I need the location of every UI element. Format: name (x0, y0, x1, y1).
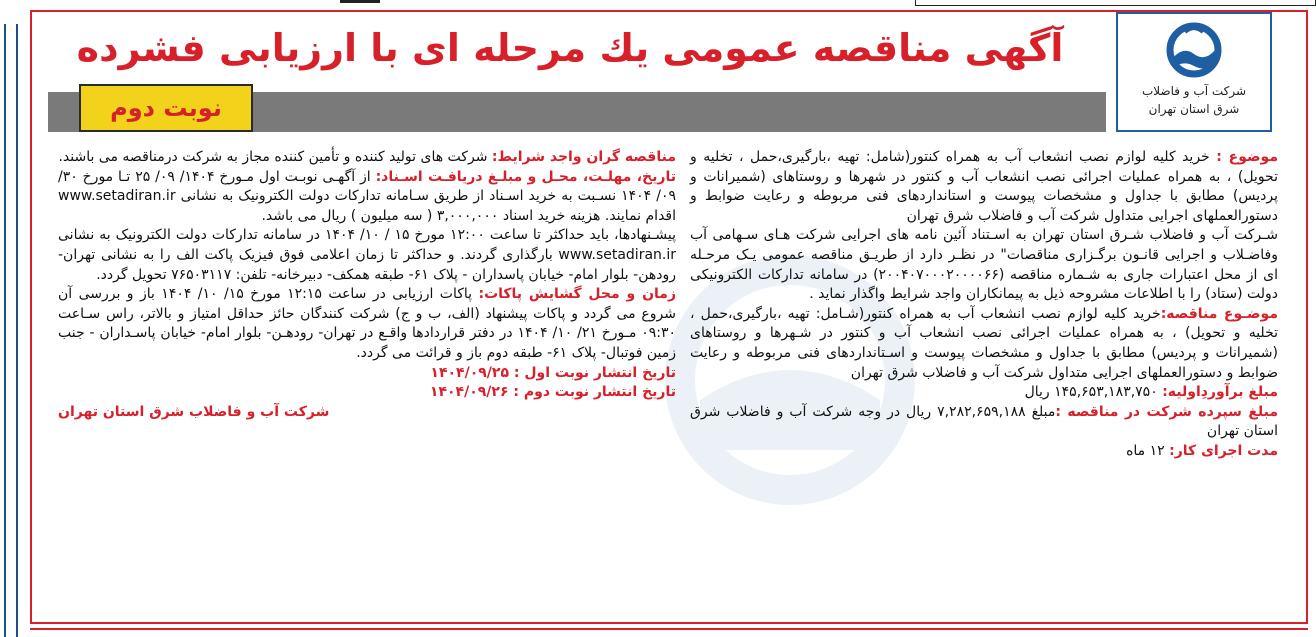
estimate-text: ۱۴۵,۶۵۳,۱۸۳,۷۵۰ ریال (1024, 384, 1163, 401)
opening-text: پاکات ارزیابی در ساعت ۱۲:۱۵ مورخ ۱۵/ ۱۰/ ۱۴۰۴ باز و بررسی آن شروع می گردد و پاکات پیشنهاد (الف، ب و ج) شرکت کنندگان حائز حداقل امتیاز و بالاتر، راس سـاعت ۰۹:۳۰ مـورخ ۲۱/ ۱۰/ ۱۴۰۴ در دفتر قراردادها واقـع در تهران- رودهـن- بلوار امام- خیابان پاسـداران - جنب زمین فوتبال- پلاک ۶۱- طبقه دوم باز و قرائت می گردد. (58, 286, 677, 361)
subject-paragraph (690, 148, 1278, 226)
adjacent-column-edge (4, 24, 18, 637)
first-publication-paragraph (58, 364, 676, 384)
tender-subject-paragraph (690, 305, 1278, 383)
second-round-badge: نوبت دوم (79, 84, 253, 132)
company-logo-box (1116, 12, 1272, 132)
documents-text: از آگهـی نوبـت اول مـورخ ۱۴۰۴/ ۰۹/ ۲۵ تـا مورخ ۳۰/ ۰۹/ ۱۴۰۴ نسـبت به خرید اسـناد از طریق سـامانه تدارکات دولت الکترونیک به نشانی www.setadiran.ir اقدام نمایند. هزینه خرید اسناد ۳,۰۰۰,۰۰۰ ( سه میلیون ) ریال می باشد. (58, 168, 676, 224)
eligible-label: مناقصه گران واجد شرایط: (491, 149, 676, 165)
documents-paragraph (58, 168, 676, 227)
water-drop-logo-icon (1159, 20, 1229, 82)
intro-paragraph (690, 226, 1278, 304)
right-column (690, 148, 1278, 462)
first-publication-date: ۱۴۰۴/۰۹/۲۵ (430, 364, 514, 381)
signature-paragraph (58, 403, 676, 423)
eligible-paragraph (58, 148, 676, 168)
submission-paragraph (58, 226, 676, 285)
subject-label: موضوع : (1216, 149, 1278, 165)
second-publication-paragraph (58, 383, 676, 403)
second-publication-label: تاریخ انتشار نوبت دوم : (513, 384, 676, 401)
top-rule-left (340, 0, 380, 3)
subject-text: خرید کلیه لوازم نصب انشعاب آب به همراه کنتور(شامل: تهیه ،بارگیری،حمل ، تخلیه و تحویل) ، به همراه عملیات اجرائی نصب انشعاب آب و کنتور در شهرها و روستاهای (شمیرانات و پردیس) مطابق با جداول و مشخصات پیوست و استانداردهای فنی مربوطه و رعایت ضوابط و دستورالعملهای اجرایی متداول شرکت آب و فاضلاب شرق تهران (690, 149, 1278, 224)
first-publication-label: تاریخ انتشار نوبت اول : (513, 364, 676, 381)
bottom-rule (30, 628, 1308, 630)
eligible-text: شرکت های تولید کننده و تأمین کننده مجاز به شرکت درمناقصه می باشند. (58, 149, 492, 165)
logo-caption-line2: شرق استان تهران (1148, 102, 1240, 116)
duration-text: ۱۲ ماه (1126, 442, 1170, 459)
tender-subject-label: موضـوع مناقصه: (1160, 305, 1278, 322)
left-margin (0, 24, 20, 637)
left-column (58, 148, 676, 422)
deposit-paragraph (690, 403, 1278, 442)
tender-subject-text: خرید کلیه لوازم نصب انشعاب آب به همراه کنتور(شـامل: تهیه ،بارگیری،حمل ، تخلیه و تحویل) ، به همراه عملیات اجرائی نصب انشعاب آب و کنتور در شـهرها و روستاهای (شمیرانات و پردیس) مطابق با جداول و مشخصات پیوست و اسـتانداردهای فنی مربوطه و رعایت ضوابط و دستورالعملهای اجرایی متداول شرکت آب و فاضلاب شرق تهران (690, 305, 1278, 381)
duration-paragraph (690, 442, 1278, 462)
documents-label: تاریخ، مهلـت، محـل و مبلـغ دریافـت اسـناد: (375, 168, 676, 185)
opening-label: زمان و محل گشایش پاکات: (478, 286, 676, 303)
top-rule-right (915, 0, 1316, 6)
advert-title: آگهی مناقصه عمومی یك مرحله ای با ارزیابی فشرده (76, 26, 1064, 70)
opening-paragraph (58, 285, 676, 363)
deposit-label: مبلغ سپرده شرکت در مناقصه : (1055, 403, 1278, 420)
intro-text: شـرکت آب و فاضلاب شـرق استان تهران به اسـتناد آئین نامه های اجرایی شرکت هـای سـهامی آب وفاضـلاب و اجرایی قانـون برگـزاری مناقصات" در نظـر دارد از طریـق مناقصه عمومی یـک مرحـله ای از محل اعتبارات جاری به شـماره مناقصه (۲۰۰۴۰۷۰۰۰۲۰۰۰۰۶۶) در سامانه تدارکات الکترونیکی دولت (ستاد) را با اطلاعات مشروحه ذیل به پیمانکاران واجد شرایط واگذار نماید . (690, 227, 1278, 303)
duration-label: مدت اجرای کار: (1169, 442, 1278, 459)
company-signature: شرکت آب و فاضلاب شرق استان تهران (58, 403, 330, 420)
estimate-label: مبلغ برآوردِاولیه: (1162, 384, 1278, 401)
deposit-text: مبلغ ۷,۲۸۲,۶۵۹,۱۸۸ ریال در وجه شرکت آب و فاضلاب شرق استان تهران (690, 403, 1278, 440)
logo-caption-line1: شرکت آب و فاضلاب (1141, 84, 1247, 98)
submission-text: پیشـنهادها، باید حداکثر تا ساعت ۱۲:۰۰ مورخ ۱۵ / ۱۰/ ۱۴۰۴ در سامانه تدارکات دولت الکترونیک به نشانی www.setadiran.ir بارگذاری گردند. و حداکثر تا زمان اعلامی فوق فیزیک پاکت الف را به نشانی تهران- رودهن- بلوار امام- خیابان پاسداران - پلاک ۶۱- طبقه همکف- دبیرخانه- تلفن: ۷۶۵۰۳۱۱۷ تحویل گردد. (58, 227, 677, 283)
estimate-paragraph (690, 383, 1278, 403)
top-strip (0, 0, 1316, 8)
second-publication-date: ۱۴۰۴/۰۹/۲۶ (429, 384, 514, 401)
